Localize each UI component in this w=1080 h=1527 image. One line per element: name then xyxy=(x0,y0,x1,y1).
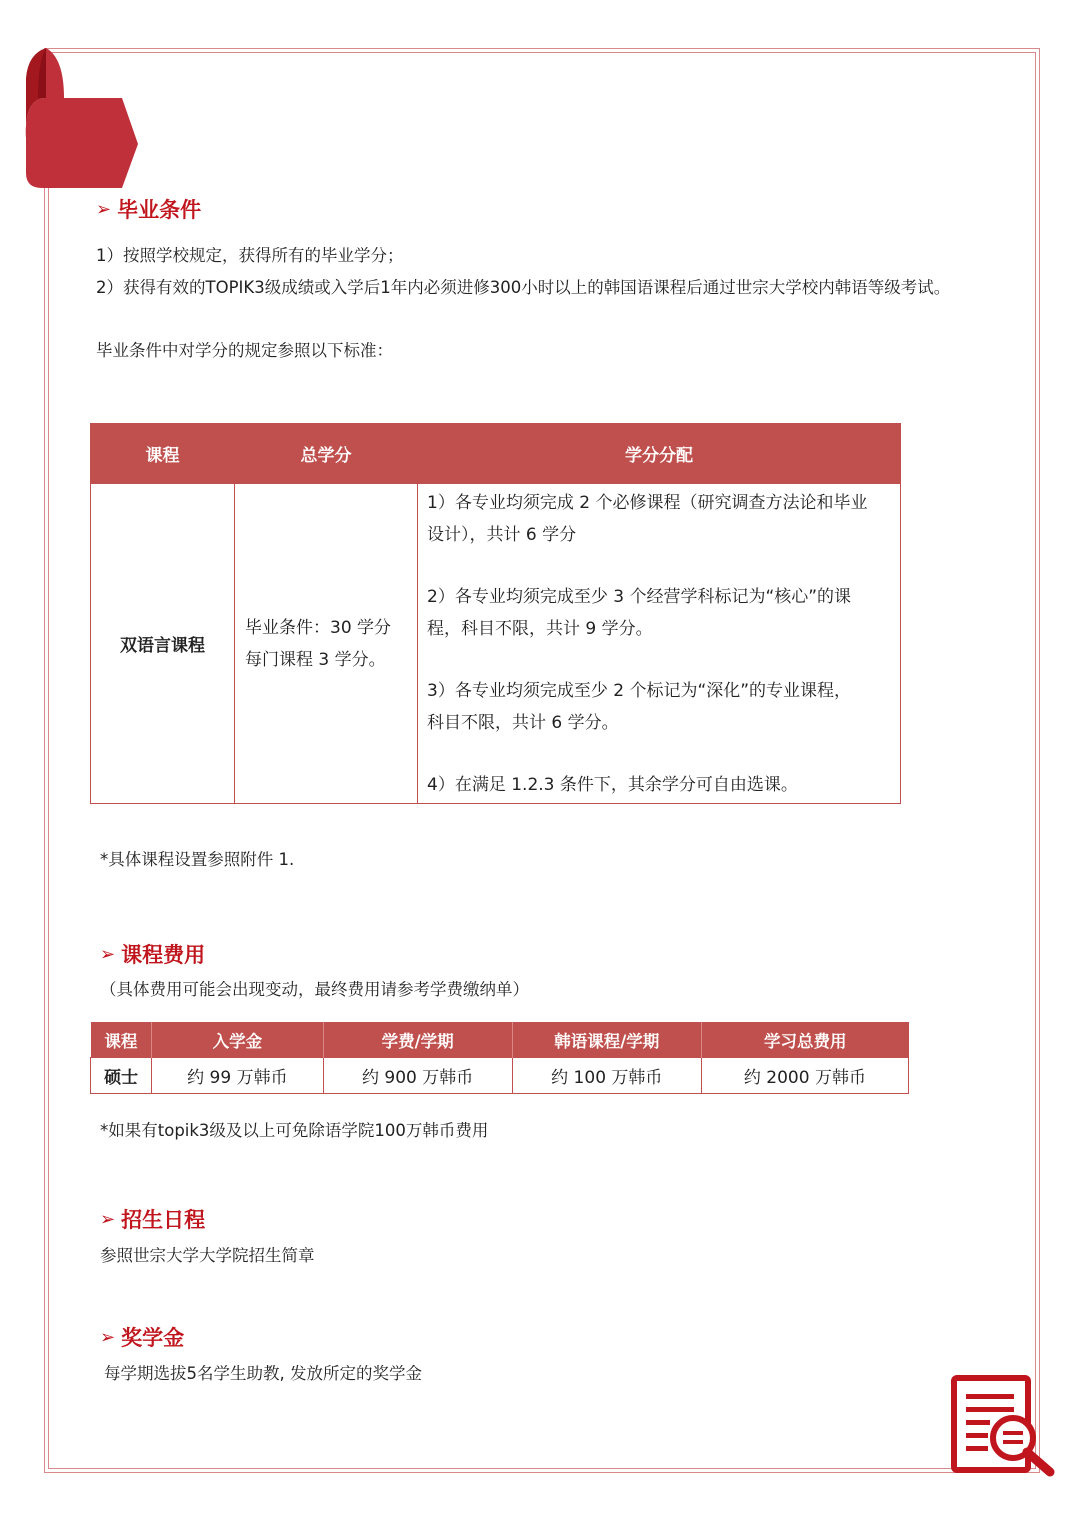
fees-table xyxy=(90,1022,909,1094)
allocation-item-4: 4）在满足 1.2.3 条件下，其余学分可自由选课。 xyxy=(427,775,798,795)
credit-table xyxy=(90,423,901,804)
allocation-item-2-b: 程，科目不限，共计 9 学分。 xyxy=(427,619,653,639)
fees-cell-course: 硕士 xyxy=(91,1058,152,1094)
graduation-line-2: 2）获得有效的TOPIK3级成绩或入学后1年内必须进修300小时以上的韩国语课程后通过世宗大学校内韩语等级考试。 xyxy=(96,278,951,297)
total-credits-line-1: 毕业条件：30 学分 xyxy=(245,617,392,638)
corner-ribbon xyxy=(24,48,140,190)
fees-cell-total: 约 2000 万韩币 xyxy=(701,1058,908,1094)
scholarship-heading xyxy=(100,1322,184,1352)
fees-subtitle: （具体费用可能会出现变动，最终费用请参考学费缴纳单） xyxy=(100,980,529,999)
allocation-item-1-b: 设计），共计 6 学分 xyxy=(427,525,577,545)
total-credits-line-2: 每门课程 3 学分。 xyxy=(245,649,386,670)
arrow-icon: ➢ xyxy=(100,1208,116,1230)
allocation-item-3-b: 科目不限，共计 6 学分。 xyxy=(427,713,619,733)
credit-table-header xyxy=(91,424,901,484)
course-note: *具体课程设置参照附件 1. xyxy=(100,850,295,869)
fees-cell-korean: 约 100 万韩币 xyxy=(512,1058,701,1094)
allocation-item-1-a: 1）各专业均须完成 2 个必修课程（研究调查方法论和毕业 xyxy=(427,493,868,513)
graduation-line-1: 1）按照学校规定，获得所有的毕业学分； xyxy=(96,246,404,265)
credits-intro: 毕业条件中对学分的规定参照以下标准： xyxy=(96,341,393,360)
graduation-heading-text: 毕业条件 xyxy=(117,198,202,222)
header-allocation: 学分分配 xyxy=(418,424,901,484)
graduation-heading xyxy=(96,194,201,224)
scholarship-heading-text: 奖学金 xyxy=(121,1326,185,1350)
fees-header-course: 课程 xyxy=(91,1022,152,1058)
fees-header-tuition: 学费/学期 xyxy=(323,1022,512,1058)
schedule-heading xyxy=(100,1204,205,1234)
fees-header-total: 学习总费用 xyxy=(701,1022,908,1058)
document-search-icon xyxy=(950,1374,1058,1478)
table-row xyxy=(91,484,901,804)
scholarship-text: 每学期选拔5名学生助教, 发放所定的奖学金 xyxy=(104,1364,422,1383)
allocation-cell xyxy=(418,484,901,804)
fees-table-header xyxy=(91,1022,909,1058)
table-row xyxy=(91,1058,909,1094)
total-credits-cell xyxy=(235,484,418,804)
course-name: 双语言课程 xyxy=(91,484,235,804)
fees-heading xyxy=(100,939,205,969)
header-course: 课程 xyxy=(91,424,235,484)
fees-note: *如果有topik3级及以上可免除语学院100万韩币费用 xyxy=(100,1121,489,1140)
header-total-credits: 总学分 xyxy=(235,424,418,484)
arrow-icon: ➢ xyxy=(100,943,116,965)
arrow-icon: ➢ xyxy=(100,1326,116,1348)
schedule-text: 参照世宗大学大学院招生简章 xyxy=(100,1246,315,1265)
arrow-icon: ➢ xyxy=(96,198,112,220)
allocation-item-2-a: 2）各专业均须完成至少 3 个经营学科标记为“核心”的课 xyxy=(427,587,852,607)
fees-header-korean: 韩语课程/学期 xyxy=(512,1022,701,1058)
schedule-heading-text: 招生日程 xyxy=(121,1208,206,1232)
fees-cell-tuition: 约 900 万韩币 xyxy=(323,1058,512,1094)
fees-header-admission: 入学金 xyxy=(152,1022,323,1058)
fees-cell-admission: 约 99 万韩币 xyxy=(152,1058,323,1094)
fees-heading-text: 课程费用 xyxy=(121,943,206,967)
allocation-item-3-a: 3）各专业均须完成至少 2 个标记为“深化”的专业课程， xyxy=(427,681,852,701)
